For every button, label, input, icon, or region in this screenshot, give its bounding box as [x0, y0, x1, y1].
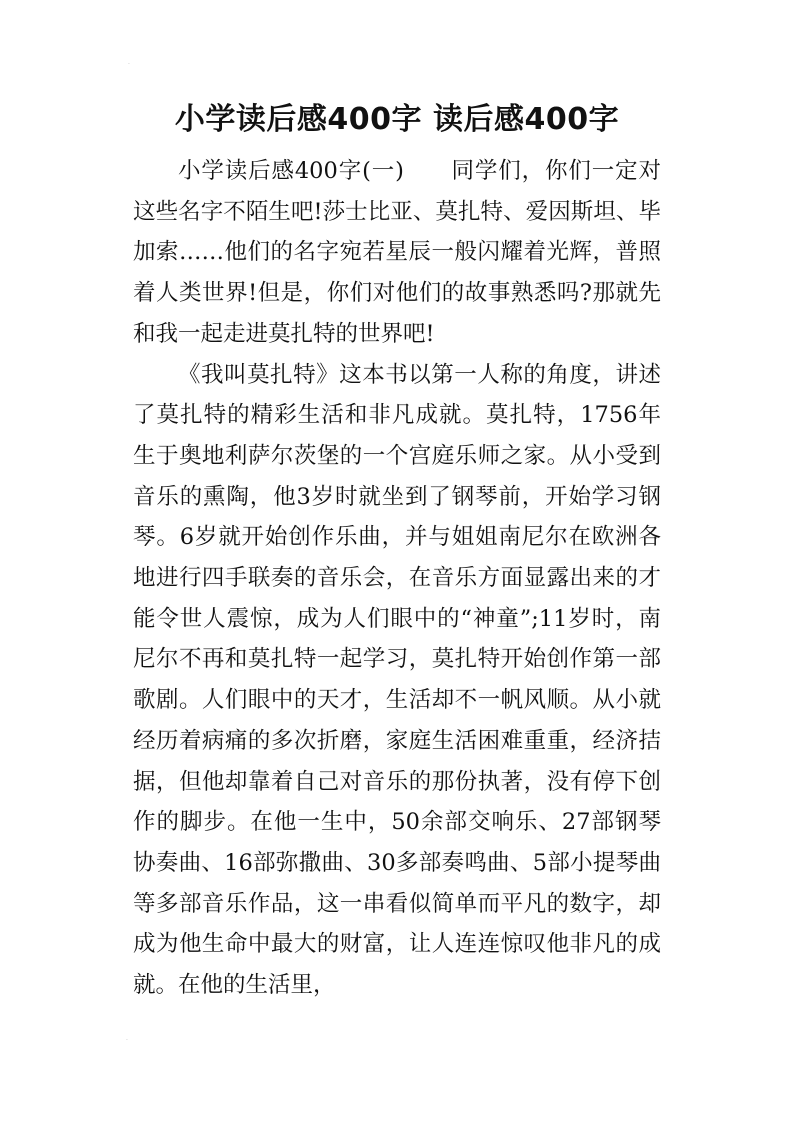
page-title: 小学读后感400字 读后感400字 [174, 102, 620, 137]
paragraph: 小学读后感400字(一) 同学们，你们一定对这些名字不陌生吧!莎士比亚、莫扎特、爱因斯坦、毕加索……他们的名字宛若星辰一般闪耀着光辉，普照着人类世界!但是，你们对他们的故事熟悉吗?那就先和我一起走进莫扎特的世界吧! [133, 158, 661, 347]
article-body [133, 151, 661, 1006]
corner-mark-icon: · [126, 1037, 128, 1044]
paragraph: 《我叫莫扎特》这本书以第一人称的角度，讲述了莫扎特的精彩生活和非凡成就。莫扎特，1756年生于奥地利萨尔茨堡的一个宫庭乐师之家。从小受到音乐的熏陶，他3岁时就坐到了钢琴前，开始学习钢琴。6岁就开始创作乐曲，并与姐姐南尼尔在欧洲各地进行四手联奏的音乐会，在音乐方面显露出来的才能令世人震惊，成为人们眼中的“神童”;11岁时，南尼尔不再和莫扎特一起学习，莫扎特开始创作第一部歌剧。人们眼中的天才，生活却不一帆风顺。从小就经历着病痛的多次折磨，家庭生活困难重重，经济拮据，但他却靠着自己对音乐的那份执著，没有停下创作的脚步。在他一生中，50余部交响乐、27部钢琴协奏曲、16部弥撒曲、30多部奏鸣曲、5部小提琴曲等多部音乐作品，这一串看似简单而平凡的数字，却成为他生命中最大的财富，让人连连惊叹他非凡的成就。在他的生活里， [133, 361, 661, 999]
corner-mark-icon: · [128, 61, 130, 68]
